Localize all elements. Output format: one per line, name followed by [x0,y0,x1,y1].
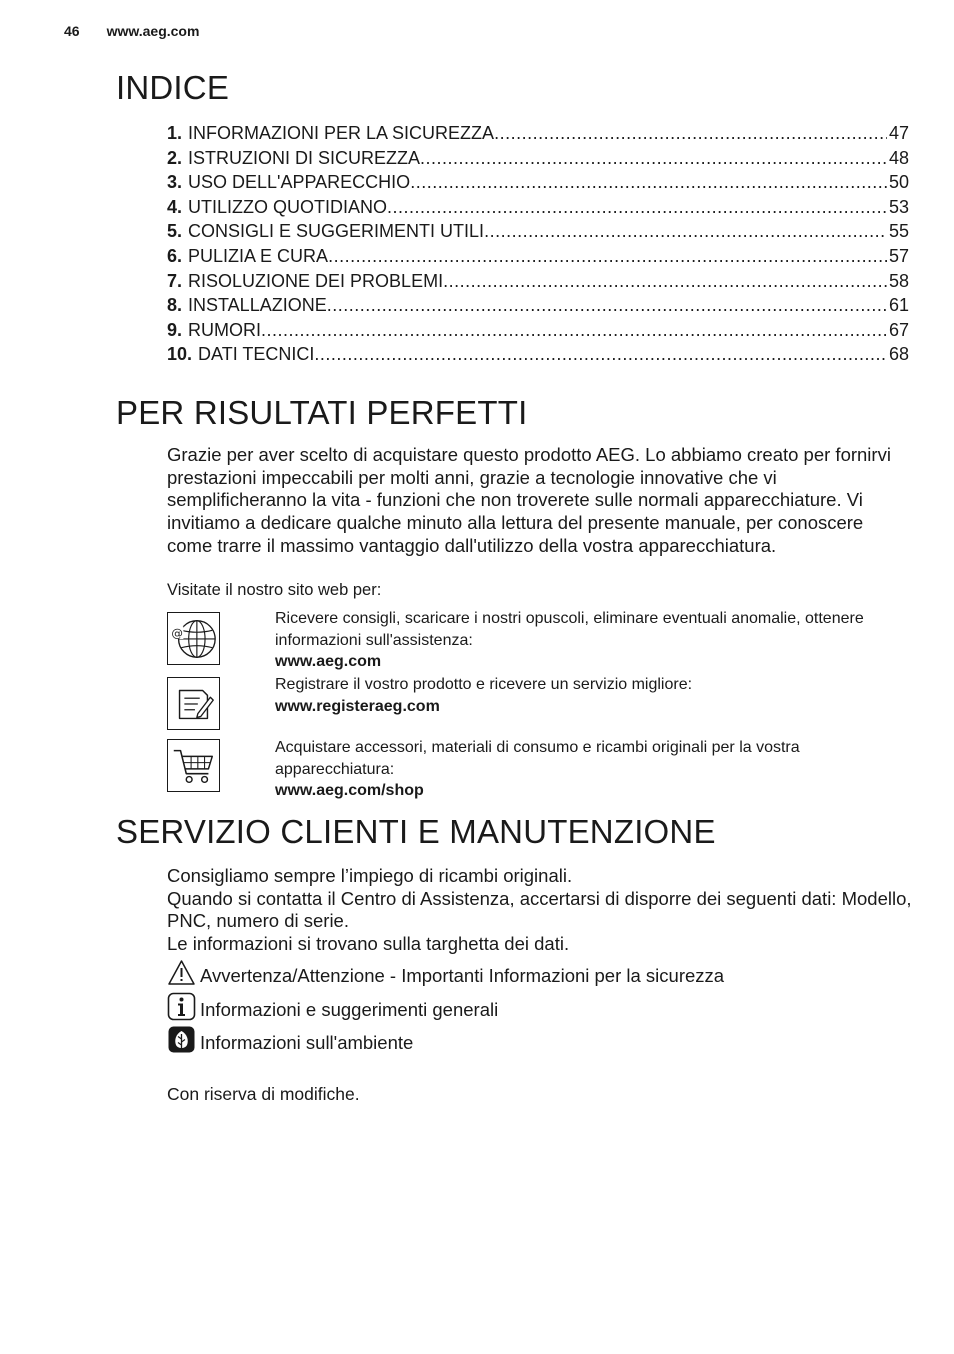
service-line-1: Consigliamo sempre l’impiego di ricambi originali. [167,865,573,886]
service-description [275,737,895,802]
toc-leader-dots [443,269,887,294]
footer-note: Con riserva di modifiche. [167,1084,360,1104]
results-heading: PER RISULTATI PERFETTI [116,394,528,431]
toc-item-page: 48 [888,147,909,168]
shopping-cart-icon [167,739,220,792]
symbol-text: Avvertenza/Attenzione - Importanti Informazioni per la sicurezza [200,965,725,986]
toc-item-number: 4. [167,196,183,217]
toc-item[interactable] [167,146,909,171]
symbol-environment [167,1025,413,1054]
toc-leader-dots [327,293,887,318]
toc-leader-dots [314,342,887,367]
service-description [275,674,895,717]
svg-text:@: @ [171,626,183,641]
service-text: Ricevere consigli, scaricare i nostri opuscoli, eliminare eventuali anomalie, ottenere informazioni sull'assistenza: [275,610,864,649]
toc-item-title: ISTRUZIONI DI SICUREZZA [188,147,421,168]
toc-item-number: 10. [167,344,193,365]
page-header [64,23,199,39]
toc-item[interactable] [167,244,909,269]
service-text: Registrare il vostro prodotto e ricevere un servizio migliore: [275,676,693,693]
toc-item-number: 3. [167,172,183,193]
toc-item[interactable] [167,121,909,146]
toc-leader-dots [410,170,887,195]
toc-item-number: 6. [167,245,183,266]
toc-item-title: INSTALLAZIONE [188,295,327,316]
toc-item-title: PULIZIA E CURA [188,245,329,266]
toc-item-page: 67 [888,319,909,340]
toc-item-title: RISOLUZIONE DEI PROBLEMI [188,270,444,291]
service-link[interactable]: www.registeraeg.com [275,697,440,715]
toc-item[interactable] [167,170,909,195]
toc-item-title: DATI TECNICI [198,344,315,365]
toc-leader-dots [328,244,887,269]
service-link[interactable]: www.aeg.com/shop [275,782,424,799]
toc-item-page: 55 [888,221,909,242]
toc-item-number: 9. [167,319,183,340]
toc-item-page: 47 [888,123,909,143]
toc-item-title: CONSIGLI E SUGGERIMENTI UTILI [188,221,485,242]
symbol-text: Informazioni e suggerimenti generali [200,999,499,1020]
toc-item-page: 68 [888,344,909,365]
service-line-2: Quando si contatta il Centro di Assistenza, accertarsi di disporre dei seguenti dati: Modello, PNC, numero di serie. [167,887,912,932]
globe-at-icon [167,612,220,665]
toc-item[interactable] [167,195,909,220]
visit-label: Visitate il nostro sito web per: [167,581,382,599]
toc-leader-dots [420,146,887,171]
service-paragraph [167,865,912,956]
toc-item-page: 57 [888,245,909,266]
service-link[interactable]: www.aeg.com [275,653,382,670]
toc-item[interactable] [167,342,909,367]
index-heading: INDICE [116,69,230,106]
toc-item-page: 61 [888,295,909,316]
page-number: 46 [64,23,80,39]
intro-paragraph: Grazie per aver scelto di acquistare questo prodotto AEG. Lo abbiamo creato per fornirvi prestazioni impeccabili per molti anni, grazie a tecnologie innovative che vi semplificheranno la vita - funzioni che non troverete sulle normali apparecchiature. Vi invitiamo a dedicare qualche minuto alla lettura del presente manuale, per conoscere come trarre il massimo vantaggio dall'utilizzo della vostra apparecchiatura. [167,444,891,556]
symbol-info [167,992,498,1021]
toc-item-title: UTILIZZO QUOTIDIANO [188,196,388,217]
toc-item-number: 1. [167,123,183,143]
toc-item-title: INFORMAZIONI PER LA SICUREZZA [188,123,495,143]
toc-item-page: 58 [888,270,909,291]
toc-item-number: 7. [167,270,183,291]
toc-leader-dots [261,318,887,343]
symbol-warning [167,958,724,987]
toc-leader-dots [494,121,887,146]
service-description [275,608,895,673]
website-link[interactable]: www.aeg.com [106,23,200,39]
toc-leader-dots [387,195,887,220]
toc-item[interactable] [167,269,909,294]
toc-item-number: 2. [167,147,183,168]
service-line-3: Le informazioni si trovano sulla targhetta dei dati. [167,933,570,955]
environment-leaf-icon [167,1025,196,1054]
service-heading: SERVIZIO CLIENTI E MANUTENZIONE [116,813,716,850]
table-of-contents [167,121,909,367]
warning-triangle-icon [167,958,196,987]
info-icon [167,992,196,1021]
register-form-icon [167,677,220,730]
toc-item[interactable] [167,219,909,244]
symbol-text: Informazioni sull'ambiente [200,1032,414,1053]
toc-item-number: 5. [167,221,183,242]
toc-item-page: 53 [888,196,909,217]
toc-item-page: 50 [888,172,909,193]
toc-item[interactable] [167,293,909,318]
service-text: Acquistare accessori, materiali di consumo e ricambi originali per la vostra apparecchiatura: [275,739,800,778]
toc-item-title: USO DELL'APPARECCHIO [188,172,411,193]
toc-item[interactable] [167,318,909,343]
toc-leader-dots [484,219,887,244]
toc-item-title: RUMORI [188,319,262,340]
toc-item-number: 8. [167,295,183,316]
